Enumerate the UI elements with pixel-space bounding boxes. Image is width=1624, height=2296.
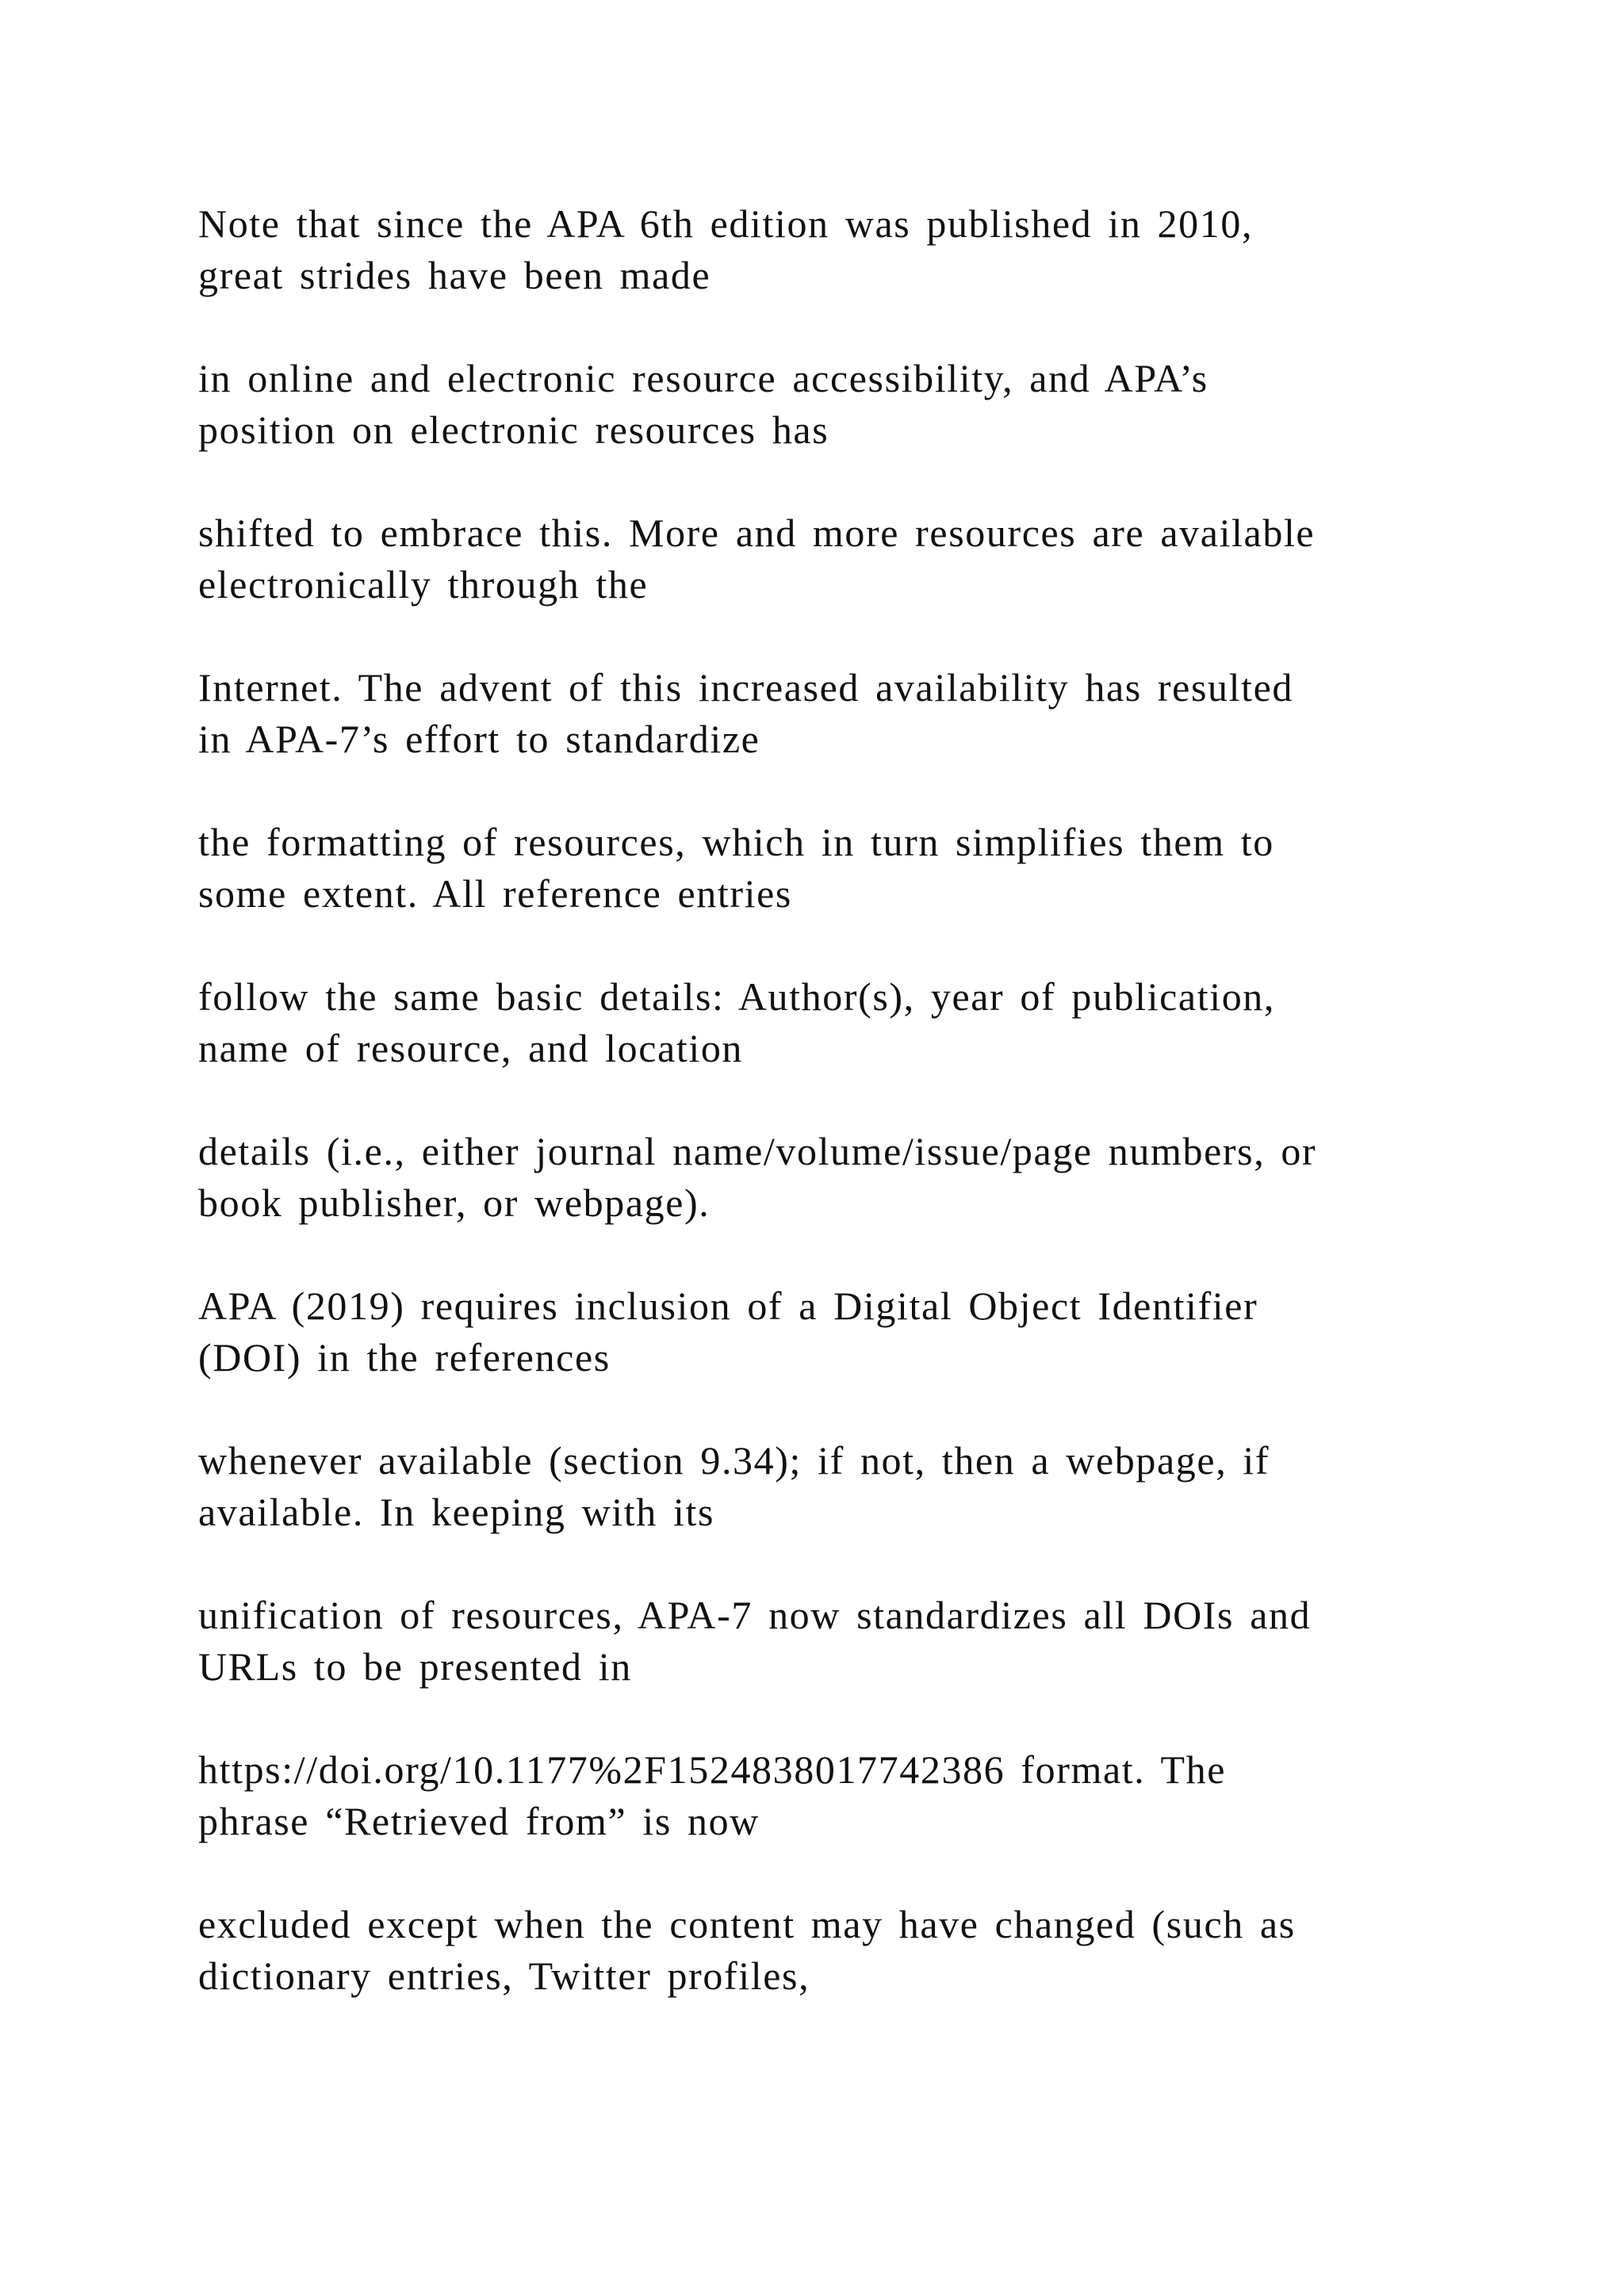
text-line: dictionary entries, Twitter profiles, xyxy=(198,1954,810,1998)
text-line: in APA-7’s effort to standardize xyxy=(198,717,760,761)
text-line: shifted to embrace this. More and more resources are available xyxy=(198,511,1316,555)
paragraph xyxy=(198,1126,1435,1229)
text-line: excluded except when the content may have changed (such as xyxy=(198,1902,1296,1946)
text-line: electronically through the xyxy=(198,562,649,607)
paragraph xyxy=(198,662,1435,765)
paragraph xyxy=(198,1280,1435,1383)
text-line: details (i.e., either journal name/volume/issue/page numbers, or xyxy=(198,1129,1317,1173)
text-line: in online and electronic resource accessibility, and APA’s xyxy=(198,356,1208,400)
paragraph xyxy=(198,1899,1435,2002)
text-line: APA (2019) requires inclusion of a Digital Object Identifier xyxy=(198,1284,1258,1328)
text-line: phrase “Retrieved from” is now xyxy=(198,1799,760,1843)
text-line: Note that since the APA 6th edition was published in 2010, xyxy=(198,201,1254,246)
text-line: URLs to be presented in xyxy=(198,1644,632,1689)
text-line: some extent. All reference entries xyxy=(198,871,792,916)
paragraph xyxy=(198,1435,1435,1538)
paragraph xyxy=(198,817,1435,920)
paragraph xyxy=(198,1590,1435,1693)
text-line: available. In keeping with its xyxy=(198,1490,715,1534)
document-body xyxy=(198,198,1435,2053)
text-line: whenever available (section 9.34); if not, then a webpage, if xyxy=(198,1438,1270,1483)
text-line: follow the same basic details: Author(s), year of publication, xyxy=(198,974,1275,1019)
text-line: position on electronic resources has xyxy=(198,408,829,452)
text-line: (DOI) in the references xyxy=(198,1335,611,1380)
paragraph xyxy=(198,353,1435,456)
text-line: name of resource, and location xyxy=(198,1026,744,1070)
text-line: great strides have been made xyxy=(198,253,711,297)
paragraph xyxy=(198,1744,1435,1847)
text-line: https://doi.org/10.1177%2F1524838017742386 format. The xyxy=(198,1747,1227,1792)
paragraph xyxy=(198,971,1435,1074)
paragraph xyxy=(198,507,1435,610)
text-line: unification of resources, APA-7 now standardizes all DOIs and xyxy=(198,1593,1312,1637)
paragraph xyxy=(198,198,1435,301)
text-line: Internet. The advent of this increased availability has resulted xyxy=(198,665,1293,710)
text-line: the formatting of resources, which in turn simplifies them to xyxy=(198,820,1274,864)
text-line: book publisher, or webpage). xyxy=(198,1181,710,1225)
